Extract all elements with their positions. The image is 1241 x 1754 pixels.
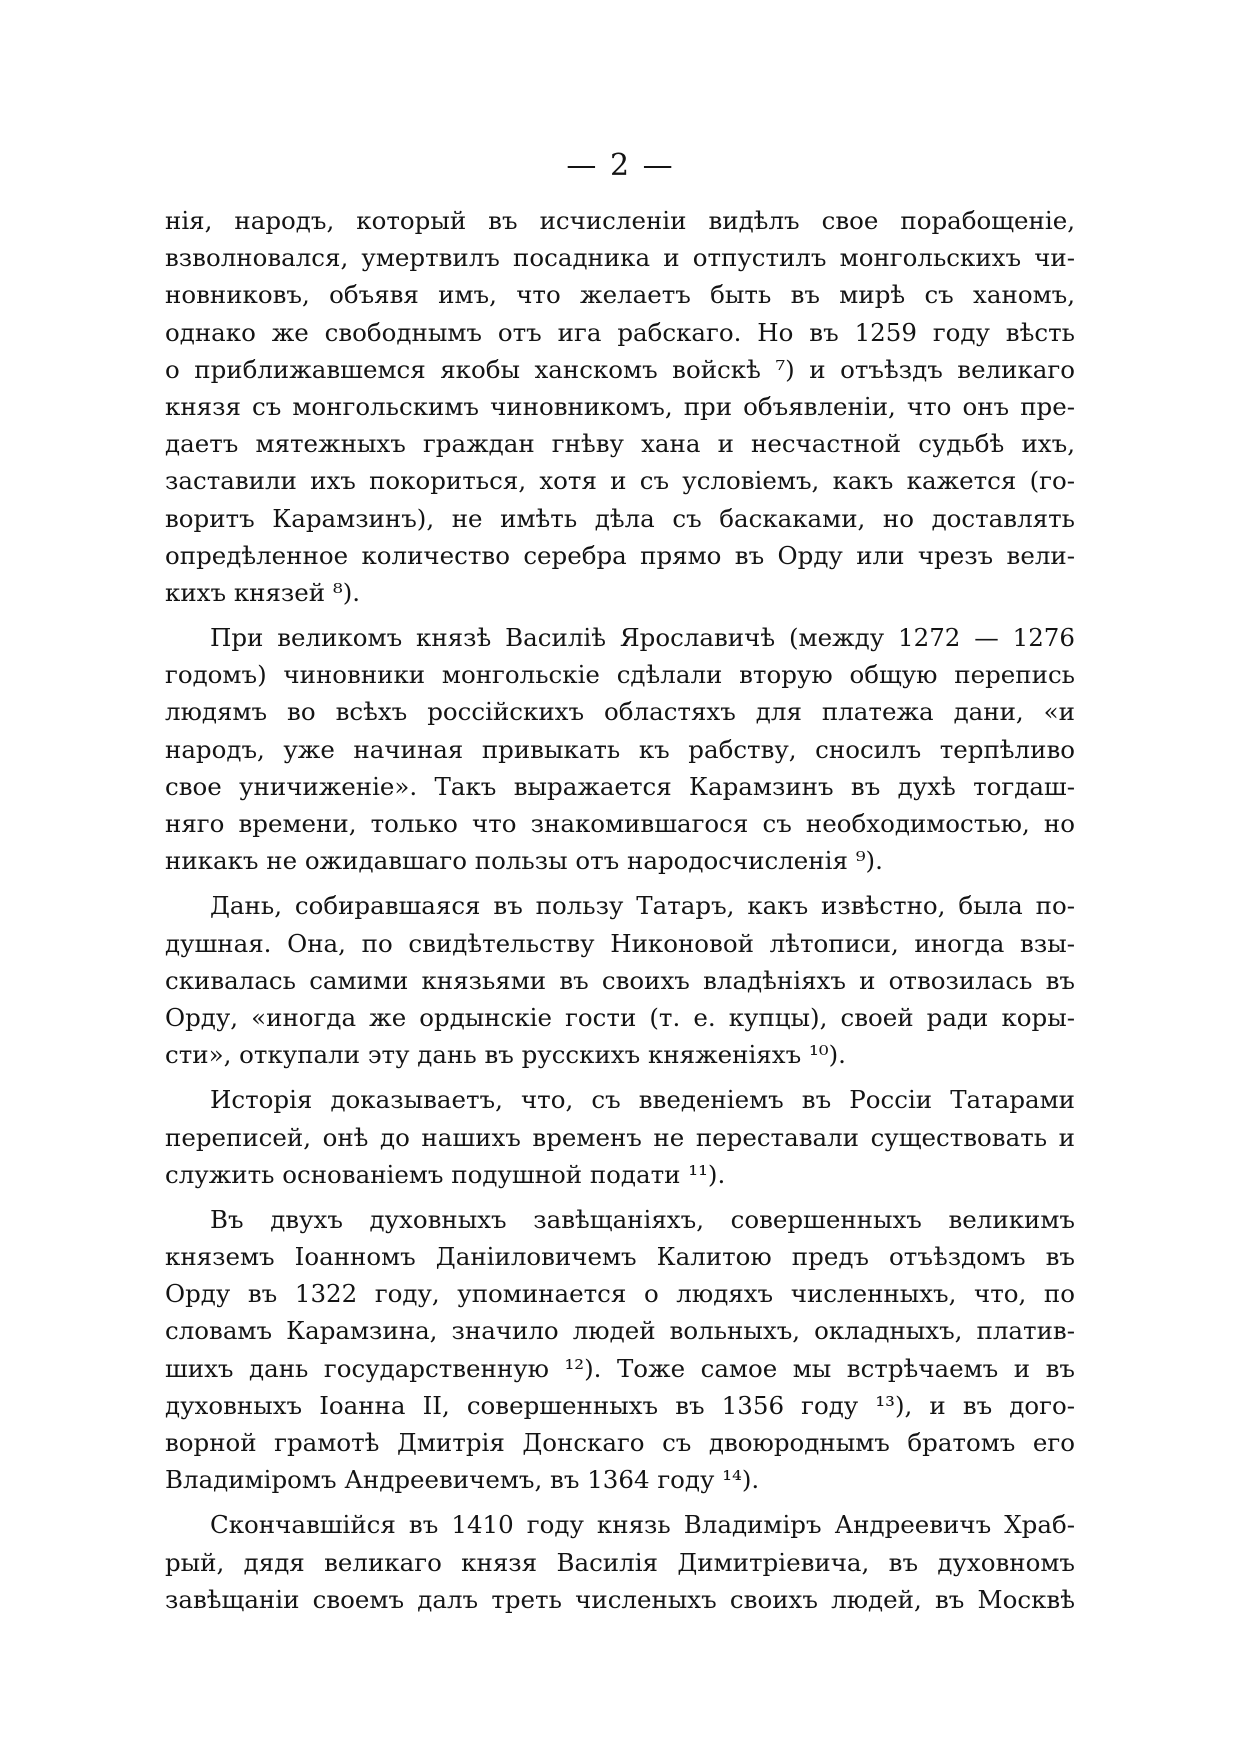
text-line: сти», откупали эту дань въ русскихъ княженіяхъ ¹⁰). (165, 1040, 846, 1070)
paragraph-gap (165, 611, 1075, 619)
text-line: скивалась самими князьями въ своихъ владѣніяхъ и отвозилась въ (165, 965, 1075, 995)
text-line: переписей, онѣ до нашихъ временъ не переставали существовать и (165, 1122, 1075, 1152)
text-line: однако же свободнымъ отъ ига рабскаго. Но въ 1259 году вѣсть (165, 317, 1075, 347)
text-line: годомъ) чиновники монгольскіе сдѣлали вторую общую перепись (165, 660, 1075, 690)
paragraph (165, 1081, 1075, 1193)
text-line: ворной грамотѣ Дмитрія Донскаго съ двоюроднымъ братомъ его (165, 1428, 1075, 1457)
text-line: Въ двухъ духовныхъ завѣщаніяхъ, совершенныхъ великимъ (210, 1204, 1075, 1234)
paragraph-gap (165, 1498, 1075, 1506)
paragraph-gap (165, 1193, 1075, 1201)
text-body (165, 202, 1075, 1618)
text-line: Орду въ 1322 году, упоминается о людяхъ численныхъ, что, по (165, 1279, 1075, 1309)
text-line: душная. Она, по свидѣтельству Никоновой лѣтописи, иногда взы- (165, 928, 1075, 958)
paragraph-gap (165, 879, 1075, 887)
text-line: княземъ Іоанномъ Даніиловичемъ Калитою предъ отъѣздомъ въ (165, 1242, 1075, 1272)
paragraph-gap (165, 1073, 1075, 1081)
text-line: заставили ихъ покориться, хотя и съ условіемъ, какъ кажется (го- (165, 466, 1075, 496)
text-line: Исторія доказываетъ, что, съ введеніемъ въ Россіи Татарами (210, 1085, 1075, 1115)
text-line: няго времени, только что знакомившагося съ необходимостью, но (165, 809, 1075, 838)
text-line: духовныхъ Іоанна II, совершенныхъ въ 1356 году ¹³), и въ дого- (165, 1390, 1075, 1420)
paragraph (165, 1201, 1075, 1499)
text-line: При великомъ князѣ Василіѣ Ярославичѣ (между 1272 — 1276 (210, 623, 1075, 653)
text-line: завѣщаніи своемъ далъ треть численыхъ своихъ людей, въ Москвѣ (165, 1584, 1075, 1614)
text-line: Скончавшійся въ 1410 году князь Владиміръ Андреевичъ Храб- (210, 1510, 1075, 1540)
text-line: Орду, «иногда же ордынскіе гости (т. е. купцы), своей ради коры- (165, 1002, 1075, 1032)
text-line: народъ, уже начиная привыкать къ рабству, сносилъ терпѣливо (165, 734, 1075, 764)
text-line: воритъ Карамзинъ), не имѣть дѣла съ баскаками, но доставлять (165, 503, 1075, 533)
text-line: шихъ дань государственную ¹²). Тоже самое мы встрѣчаемъ и въ (165, 1353, 1075, 1383)
text-line: словамъ Карамзина, значило людей вольныхъ, окладныхъ, платив- (165, 1316, 1075, 1346)
text-line: Дань, собиравшаяся въ пользу Татаръ, какъ извѣстно, была по- (210, 891, 1075, 921)
text-line: даетъ мятежныхъ граждан гнѣву хана и несчастной судьбѣ ихъ, (165, 429, 1075, 459)
text-line: взволновался, умертвилъ посадника и отпустилъ монгольскихъ чи- (165, 243, 1075, 273)
text-line: о приближавшемся якобы ханскомъ войскѣ ⁷) и отъѣздъ великаго (165, 354, 1075, 384)
text-line: Владиміромъ Андреевичемъ, въ 1364 году ¹⁴). (165, 1465, 760, 1495)
text-line: князя съ монгольскимъ чиновникомъ, при объявленіи, что онъ пре- (165, 391, 1075, 421)
page-number: — 2 — (566, 148, 675, 183)
text-line: никакъ не ожидавшаго пользы отъ народосчисленія ⁹). (165, 846, 883, 876)
paragraph (165, 1506, 1075, 1618)
text-line: служить основаніемъ подушной подати ¹¹). (165, 1159, 726, 1189)
paragraph (165, 887, 1075, 1073)
text-line: свое уничиженіе». Такъ выражается Карамзинъ въ духѣ тогдаш- (165, 771, 1075, 801)
text-line: людямъ во всѣхъ россійскихъ областяхъ для платежа дани, «и (165, 697, 1075, 727)
paragraph (165, 619, 1075, 879)
text-line: опредѣленное количество серебра прямо въ Орду или чрезъ вели- (165, 540, 1075, 570)
text-line: нія, народъ, который въ исчисленіи видѣлъ свое порабощеніе, (165, 206, 1075, 235)
text-line: новниковъ, объявя имъ, что желаетъ быть въ мирѣ съ ханомъ, (165, 280, 1075, 310)
text-line: кихъ князей ⁸). (165, 577, 361, 607)
text-line: рый, дядя великаго князя Василія Димитріевича, въ духовномъ (165, 1547, 1075, 1577)
paragraph (165, 202, 1075, 611)
